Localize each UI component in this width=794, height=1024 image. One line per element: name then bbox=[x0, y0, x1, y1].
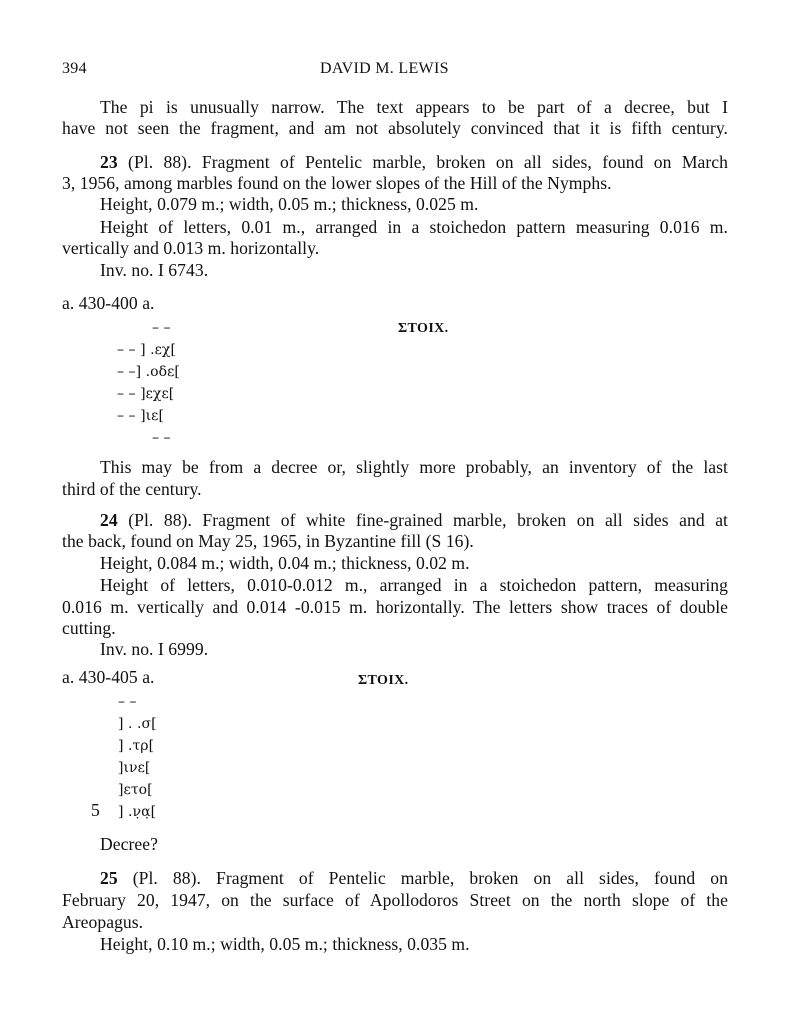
entry-23-date: a. 430-400 a. bbox=[62, 293, 155, 313]
intro-line-1: The pi is unusually narrow. The text appears to be part of a decree, but I bbox=[100, 97, 728, 117]
entry-number: 23 bbox=[100, 152, 118, 172]
entry-23-comment-line-1: This may be from a decree or, slightly more probably, an inventory of the last bbox=[100, 457, 728, 477]
entry-24-letters-line-1: Height of letters, 0.010-0.012 m., arranged in a stoichedon pattern, measuring bbox=[100, 575, 728, 595]
entry-24-letters-line-2: 0.016 m. vertically and 0.014 -0.015 m. horizontally. The letters show traces of double bbox=[62, 597, 728, 617]
inscription-line: ] .ν̣α̣[ bbox=[118, 804, 157, 820]
entry-25-description-line-3: Areopagus. bbox=[62, 912, 144, 932]
inscription-line: – – ]ιε[ bbox=[117, 408, 164, 424]
intro-line-2: have not seen the fragment, and am not absolutely convinced that it is fifth century. bbox=[62, 118, 728, 138]
entry-23-inventory: Inv. no. I 6743. bbox=[100, 260, 209, 280]
entry-24-dimensions: Height, 0.084 m.; width, 0.04 m.; thickness, 0.02 m. bbox=[100, 553, 470, 573]
entry-24-letters-line-3: cutting. bbox=[62, 618, 116, 638]
inscription-line: – – ] .εχ[ bbox=[117, 342, 176, 358]
entry-25-description-line-2: February 20, 1947, on the surface of Apollodoros Street on the north slope of the bbox=[62, 890, 728, 910]
entry-24-description-line-2: the back, found on May 25, 1965, in Byzantine fill (S 16). bbox=[62, 531, 474, 551]
entry-number: 25 bbox=[100, 868, 118, 888]
entry-23-stoichedon-label: ΣΤΟΙΧ. bbox=[398, 321, 449, 336]
inscription-line: – – bbox=[118, 694, 137, 710]
entry-25-dimensions: Height, 0.10 m.; width, 0.05 m.; thickness, 0.035 m. bbox=[100, 934, 470, 954]
inscription-line: – – ]εχε[ bbox=[117, 386, 175, 402]
entry-23-description-line-1: 23 (Pl. 88). Fragment of Pentelic marble, broken on all sides, found on March bbox=[100, 152, 728, 172]
entry-23-comment-line-2: third of the century. bbox=[62, 479, 202, 499]
entry-number: 24 bbox=[100, 510, 118, 530]
entry-24-inventory: Inv. no. I 6999. bbox=[100, 639, 209, 659]
entry-24-stoichedon-label: ΣΤΟΙΧ. bbox=[358, 673, 409, 688]
running-title: DAVID M. LEWIS bbox=[320, 60, 449, 77]
page-number: 394 bbox=[62, 60, 87, 77]
inscription-line: – –] .οδε[ bbox=[117, 364, 180, 380]
entry-23-dimensions: Height, 0.079 m.; width, 0.05 m.; thickness, 0.025 m. bbox=[100, 194, 479, 214]
inscription-line: ] .τρ[ bbox=[118, 738, 155, 754]
entry-23-letters-line-2: vertically and 0.013 m. horizontally. bbox=[62, 238, 320, 258]
entry-24-comment: Decree? bbox=[100, 834, 158, 854]
inscription-line: – – bbox=[152, 320, 171, 336]
line-number: 5 bbox=[91, 800, 100, 820]
inscription-line: ]ετο[ bbox=[118, 782, 153, 798]
entry-23-letters-line-1: Height of letters, 0.01 m., arranged in a stoichedon pattern measuring 0.016 m. bbox=[100, 217, 728, 237]
entry-24-description-line-1: 24 (Pl. 88). Fragment of white fine-grained marble, broken on all sides and at bbox=[100, 510, 728, 530]
entry-24-date: a. 430-405 a. bbox=[62, 667, 155, 687]
inscription-line: – – bbox=[152, 430, 171, 446]
entry-23-description-line-2: 3, 1956, among marbles found on the lower slopes of the Hill of the Nymphs. bbox=[62, 173, 612, 193]
inscription-line: ] . .σ[ bbox=[118, 716, 157, 732]
inscription-line: ]ινε[ bbox=[118, 760, 151, 776]
entry-25-description-line-1: 25 (Pl. 88). Fragment of Pentelic marble, broken on all sides, found on bbox=[100, 868, 728, 888]
